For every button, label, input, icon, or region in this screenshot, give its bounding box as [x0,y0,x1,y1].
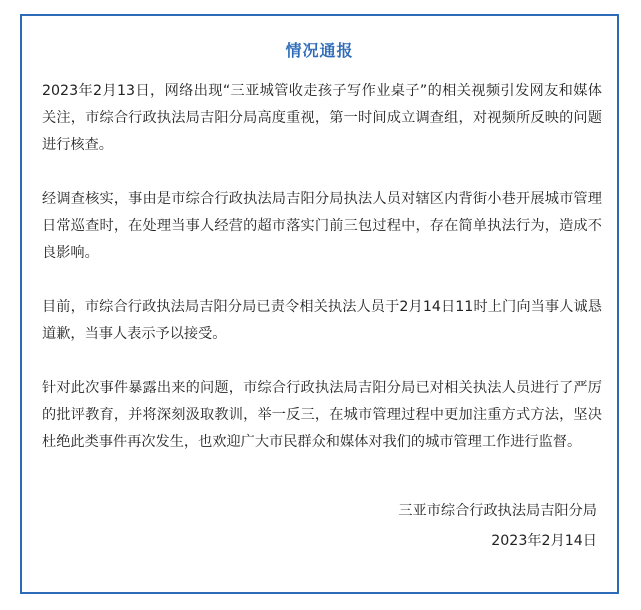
issue-date: 2023年2月14日 [491,533,597,549]
notice-frame [20,14,619,594]
notice-title: 情况通报 [285,41,354,60]
notice-signature [398,496,597,556]
notice-paragraph-2: 经调查核实，事由是市综合行政执法局吉阳分局执法人员对辖区内背街小巷开展城市管理日常巡查时，在处理当事人经营的超市落实门前三包过程中，存在简单执法行为，造成不良影响。 [42,191,602,261]
notice-paragraph-3: 目前，市综合行政执法局吉阳分局已责令相关执法人员于2月14日11时上门向当事人诚恳道歉，当事人表示予以接受。 [42,299,602,342]
notice-paragraph-4: 针对此次事件暴露出来的问题，市综合行政执法局吉阳分局已对相关执法人员进行了严厉的批评教育，并将深刻汲取教训，举一反三，在城市管理过程中更加注重方式方法，坚决杜绝此类事件再次发生，也欢迎广大市民群众和媒体对我们的城市管理工作进行监督。 [42,380,602,450]
issuer-name: 三亚市综合行政执法局吉阳分局 [398,503,597,519]
notice-paragraph-1: 2023年2月13日，网络出现“三亚城管收走孩子写作业桌子”的相关视频引发网友和媒体关注，市综合行政执法局吉阳分局高度重视，第一时间成立调查组，对视频所反映的问题进行核查。 [42,83,602,153]
notice-body [42,78,602,483]
